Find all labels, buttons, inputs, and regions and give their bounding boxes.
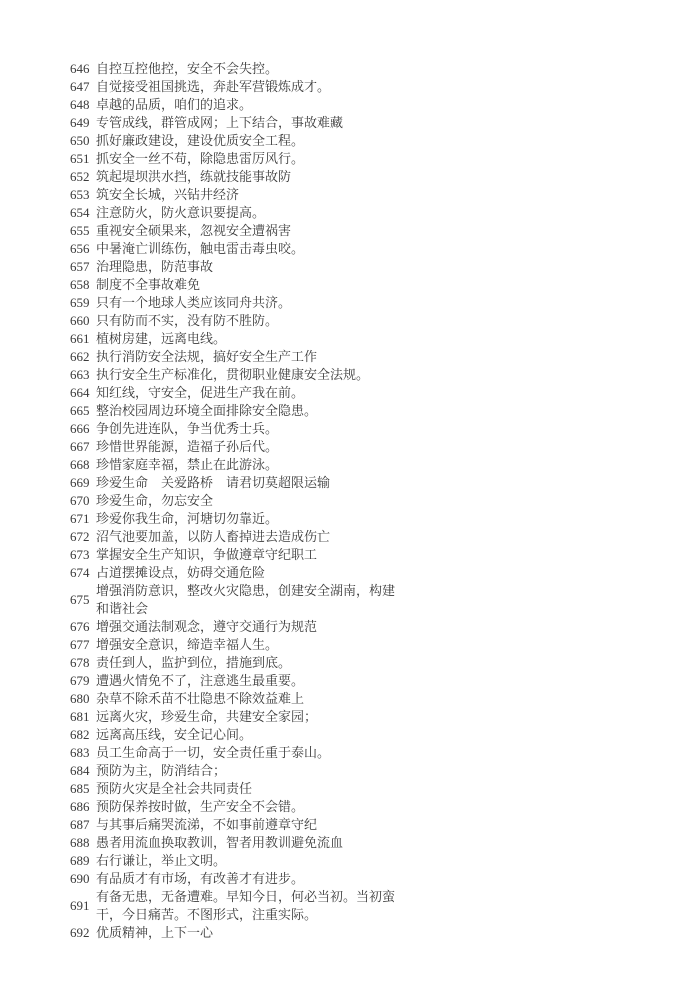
item-number: 673 <box>70 547 90 562</box>
item-text: 预防火灾是全社会共同责任 <box>96 781 253 796</box>
list-item <box>70 240 700 258</box>
item-text: 整治校园周边环境全面排除安全隐患。 <box>96 403 318 418</box>
item-text: 员工生命高于一切，安全责任重于泰山。 <box>96 745 331 760</box>
item-number: 672 <box>70 529 90 544</box>
item-number: 659 <box>70 295 90 310</box>
list-item <box>70 294 700 312</box>
item-text: 重视安全硕果来，忽视安全遭祸害 <box>96 223 292 238</box>
item-text: 增强消防意识，整改火灾隐患，创建安全湖南，构建和谐社会 <box>96 583 396 616</box>
item-number: 691 <box>70 898 90 913</box>
item-text: 执行消防安全法规，搞好安全生产工作 <box>96 349 318 364</box>
item-number: 664 <box>70 385 90 400</box>
item-number: 648 <box>70 97 90 112</box>
item-text: 抓安全一丝不苟，除隐患雷厉风行。 <box>96 151 305 166</box>
list-item <box>70 348 700 366</box>
item-text: 中暑淹亡训练伤，触电雷击毒虫咬。 <box>96 241 305 256</box>
item-number: 687 <box>70 817 90 832</box>
list-item <box>70 276 700 294</box>
list-item <box>70 438 700 456</box>
item-text: 珍爱生命 关爱路桥 请君切莫超限运输 <box>96 475 331 490</box>
item-number: 661 <box>70 331 90 346</box>
item-text: 注意防火，防火意识要提高。 <box>96 205 266 220</box>
item-text: 抓好廉政建设，建设优质安全工程。 <box>96 133 305 148</box>
list-item <box>70 456 700 474</box>
item-number: 647 <box>70 79 90 94</box>
item-number: 669 <box>70 475 90 490</box>
list-item <box>70 834 700 852</box>
item-number: 652 <box>70 169 90 184</box>
item-number: 688 <box>70 835 90 850</box>
item-text: 制度不全事故难免 <box>96 277 201 292</box>
list-item <box>70 402 700 420</box>
list-item <box>70 420 700 438</box>
list-item <box>70 60 700 78</box>
item-text: 知红线，守安全，促进生产我在前。 <box>96 385 305 400</box>
list-item <box>70 366 700 384</box>
item-number: 675 <box>70 592 90 607</box>
list-item <box>70 186 700 204</box>
list-item <box>70 780 700 798</box>
item-number: 686 <box>70 799 90 814</box>
list-item <box>70 762 700 780</box>
list-item <box>70 618 700 636</box>
list-item <box>70 726 700 744</box>
item-text: 只有防而不实，没有防不胜防。 <box>96 313 279 328</box>
item-number: 667 <box>70 439 90 454</box>
item-number: 663 <box>70 367 90 382</box>
item-text: 增强交通法制观念，遵守交通行为规范 <box>96 619 318 634</box>
list-item <box>70 474 700 492</box>
item-text: 沼气池要加盖，以防人畜掉进去造成伤亡 <box>96 529 331 544</box>
item-number: 681 <box>70 709 90 724</box>
list-item <box>70 150 700 168</box>
list-item <box>70 492 700 510</box>
item-text: 增强安全意识，缔造幸福人生。 <box>96 637 279 652</box>
item-text: 争创先进连队，争当优秀士兵。 <box>96 421 279 436</box>
item-number: 660 <box>70 313 90 328</box>
item-number: 656 <box>70 241 90 256</box>
item-number: 668 <box>70 457 90 472</box>
item-number: 665 <box>70 403 90 418</box>
list-item <box>70 816 700 834</box>
item-text: 珍爱你我生命，河塘切勿靠近。 <box>96 511 279 526</box>
item-number: 651 <box>70 151 90 166</box>
item-text: 筑安全长城，兴钻井经济 <box>96 187 240 202</box>
item-text: 只有一个地球人类应该同舟共济。 <box>96 295 292 310</box>
list-item <box>70 132 700 150</box>
list-item <box>70 204 700 222</box>
item-number: 650 <box>70 133 90 148</box>
item-text: 卓越的品质，咱们的追求。 <box>96 97 253 112</box>
item-number: 666 <box>70 421 90 436</box>
item-text: 植树房建，远离电线。 <box>96 331 227 346</box>
item-number: 678 <box>70 655 90 670</box>
list-item <box>70 744 700 762</box>
list-item <box>70 78 700 96</box>
item-text: 专管成线，群管成网；上下结合，事故难藏 <box>96 115 344 130</box>
item-number: 674 <box>70 565 90 580</box>
list-item <box>70 654 700 672</box>
item-number: 658 <box>70 277 90 292</box>
item-text: 珍惜世界能源，造福子孙后代。 <box>96 439 279 454</box>
item-text: 与其事后痛哭流涕，不如事前遵章守纪 <box>96 817 318 832</box>
item-text: 杂草不除禾苗不壮隐患不除效益难上 <box>96 691 305 706</box>
list-item <box>70 510 700 528</box>
item-number: 653 <box>70 187 90 202</box>
item-text: 愚者用流血换取教训，智者用教训避免流血 <box>96 835 344 850</box>
list-item <box>70 708 700 726</box>
item-number: 646 <box>70 61 90 76</box>
item-number: 684 <box>70 763 90 778</box>
list-item <box>70 330 700 348</box>
list-item <box>70 168 700 186</box>
list-item <box>70 636 700 654</box>
item-number: 692 <box>70 925 90 940</box>
item-text: 责任到人，监护到位，措施到底。 <box>96 655 292 670</box>
item-text: 筑起堤坝洪水挡，练就技能事故防 <box>96 169 292 184</box>
item-text: 远离高压线，安全记心间。 <box>96 727 253 742</box>
list-item <box>70 96 700 114</box>
list-item <box>70 870 700 888</box>
item-text: 预防保养按时做，生产安全不会错。 <box>96 799 305 814</box>
list-item <box>70 528 700 546</box>
item-number: 649 <box>70 115 90 130</box>
item-text: 自控互控他控，安全不会失控。 <box>96 61 279 76</box>
item-text: 自觉接受祖国挑选，奔赴军营锻炼成才。 <box>96 79 331 94</box>
list-item <box>70 888 700 924</box>
item-text: 有品质才有市场，有改善才有进步。 <box>96 871 305 886</box>
item-text: 掌握安全生产知识，争做遵章守纪职工 <box>96 547 318 562</box>
list-item <box>70 582 700 618</box>
list-item <box>70 312 700 330</box>
item-number: 655 <box>70 223 90 238</box>
list-item <box>70 222 700 240</box>
item-number: 679 <box>70 673 90 688</box>
item-text: 远离火灾，珍爱生命，共建安全家园； <box>96 709 318 724</box>
item-number: 680 <box>70 691 90 706</box>
item-text: 占道摆摊设点，妨碍交通危险 <box>96 565 266 580</box>
list-item <box>70 564 700 582</box>
item-text: 执行安全生产标准化，贯彻职业健康安全法规。 <box>96 367 370 382</box>
item-number: 690 <box>70 871 90 886</box>
list-item <box>70 114 700 132</box>
list-item <box>70 672 700 690</box>
item-number: 671 <box>70 511 90 526</box>
list-item <box>70 798 700 816</box>
list-item <box>70 924 700 942</box>
item-number: 685 <box>70 781 90 796</box>
item-number: 689 <box>70 853 90 868</box>
item-text: 有备无患，无备遭难。早知今日，何必当初。当初蛮干，今日痛苦。不图形式，注重实际。 <box>96 889 396 922</box>
item-number: 654 <box>70 205 90 220</box>
item-number: 683 <box>70 745 90 760</box>
item-text: 右行谦让，举止文明。 <box>96 853 227 868</box>
item-text: 珍爱生命，勿忘安全 <box>96 493 214 508</box>
numbered-slogan-list <box>70 60 700 942</box>
item-number: 677 <box>70 637 90 652</box>
list-item <box>70 546 700 564</box>
item-text: 优质精神，上下一心 <box>96 925 214 940</box>
item-number: 670 <box>70 493 90 508</box>
list-item <box>70 258 700 276</box>
item-text: 预防为主，防消结合； <box>96 763 227 778</box>
list-item <box>70 690 700 708</box>
item-number: 676 <box>70 619 90 634</box>
item-text: 遭遇火情免不了，注意逃生最重要。 <box>96 673 305 688</box>
item-number: 657 <box>70 259 90 274</box>
item-text: 珍惜家庭幸福，禁止在此游泳。 <box>96 457 279 472</box>
item-number: 662 <box>70 349 90 364</box>
item-text: 治理隐患，防范事故 <box>96 259 214 274</box>
list-item <box>70 852 700 870</box>
item-number: 682 <box>70 727 90 742</box>
list-item <box>70 384 700 402</box>
